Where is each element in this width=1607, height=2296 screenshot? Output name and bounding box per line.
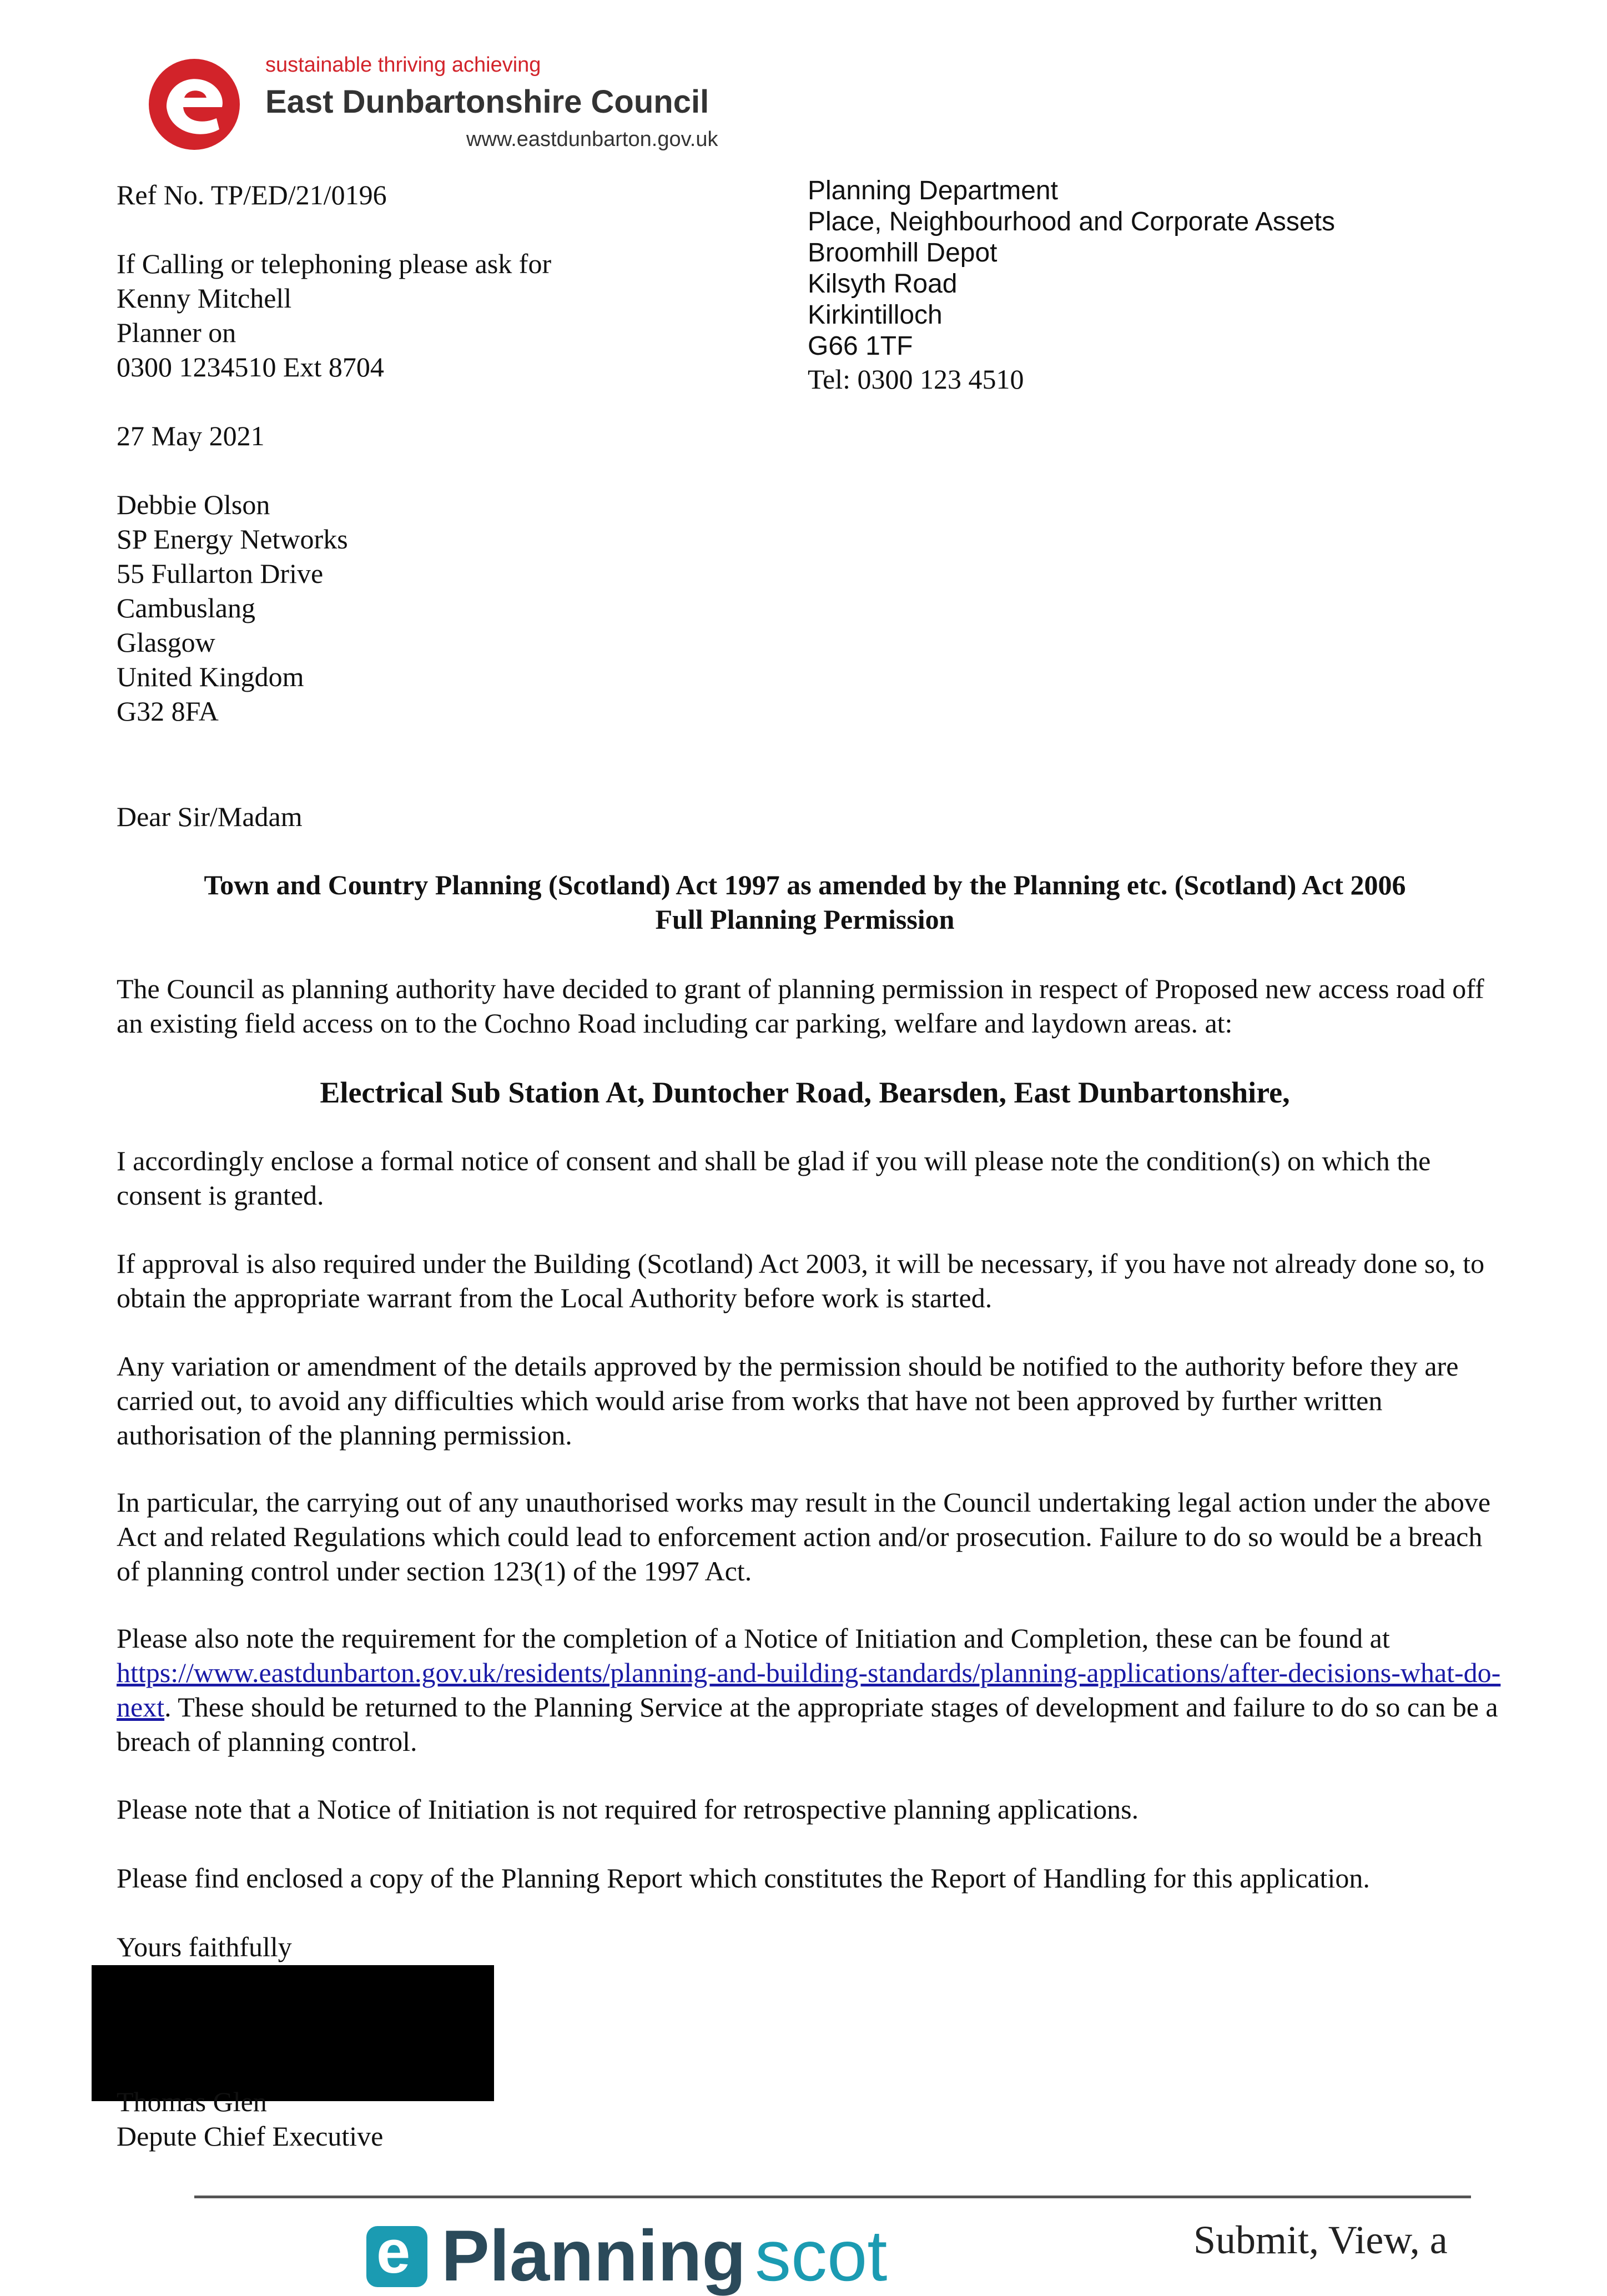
letter-date: 27 May 2021 <box>117 420 265 451</box>
recipient-address <box>117 487 348 728</box>
recipient-line: United Kingdom <box>117 661 304 692</box>
paragraph-consent: I accordingly enclose a formal notice of consent and shall be glad if you will please note the condition(s) on which the consent is granted. <box>117 1145 1431 1211</box>
address-line: Planning Department <box>808 176 1058 205</box>
department-address <box>808 175 1335 396</box>
recipient-line: Cambuslang <box>117 592 255 623</box>
heading-permission-line: Full Planning Permission <box>655 904 955 935</box>
paragraph-variation: Any variation or amendment of the details approved by the permission should be notified to the authority before they are carried out, to avoid any difficulties which would arise from works that have not been approved by further written authorisation of the planning permission. <box>117 1351 1459 1451</box>
address-line: Kilsyth Road <box>808 269 958 299</box>
council-e-logo-icon <box>144 54 244 154</box>
signatory-title: Depute Chief Executive <box>117 2121 384 2152</box>
heading-act-line: Town and Country Planning (Scotland) Act 1997 as amended by the Planning etc. (Scotland) Act 2006 <box>204 869 1406 900</box>
recipient-line: Glasgow <box>117 627 215 658</box>
paragraph-notice-initiation <box>117 1621 1504 1759</box>
recipient-line: SP Energy Networks <box>117 523 348 555</box>
reference-block <box>117 178 551 384</box>
recipient-line: Debbie Olson <box>117 489 270 520</box>
paragraph-unauthorised-works: In particular, the carrying out of any unauthorised works may result in the Council undertaking legal action under the above Act and related Regulations which could lead to enforcement action and/or prosecution. Failure to do so would be a breach of planning control under section 123(1) of the 1997 Act. <box>117 1487 1491 1587</box>
eplanning-word-scot: scot <box>755 2215 888 2296</box>
notice-text-before-link: Please also note the requirement for the completion of a Notice of Initiation and Completion, these can be found at <box>117 1623 1390 1654</box>
paragraph-retrospective: Please note that a Notice of Initiation is not required for retrospective planning applications. <box>117 1794 1139 1825</box>
intro-paragraph: The Council as planning authority have decided to grant of planning permission in respect of Proposed new access road off an existing field access on to the Cochno Road including car parking, welfare and laydown areas. at: <box>117 973 1484 1039</box>
recipient-line: 55 Fullarton Drive <box>117 558 324 589</box>
council-logo <box>144 50 755 161</box>
letter-heading <box>117 868 1493 936</box>
contact-role: Planner on <box>117 317 236 348</box>
address-line: Broomhill Depot <box>808 238 998 268</box>
logo-council-name: East Dunbartonshire Council <box>265 84 709 120</box>
recipient-line: G32 8FA <box>117 696 219 727</box>
site-address: Electrical Sub Station At, Duntocher Road, Bearsden, East Dunbartonshire, <box>320 1076 1290 1109</box>
notice-text-after-link: . These should be returned to the Planning Service at the appropriate stages of development and failure to do so can be a breach of planning control. <box>117 1691 1498 1757</box>
after-decisions-link[interactable]: https://www.eastdunbarton.gov.uk/residents/planning-and-building-standards/planning-applications/after-decisions-what-do-next <box>117 1657 1501 1723</box>
address-line: Place, Neighbourhood and Corporate Assets <box>808 207 1335 236</box>
paragraph-report-of-handling: Please find enclosed a copy of the Planning Report which constitutes the Report of Handling for this application. <box>117 1862 1370 1894</box>
address-line: G66 1TF <box>808 331 913 361</box>
footer-tagline: Submit, View, a <box>1193 2218 1448 2262</box>
signatory-name: Thomas Glen <box>117 2086 267 2117</box>
closing: Yours faithfully <box>117 1931 292 1962</box>
paragraph-building-warrant: If approval is also required under the Building (Scotland) Act 2003, it will be necessary, if you have not already done so, to obtain the appropriate warrant from the Local Authority before work is started. <box>117 1248 1485 1313</box>
eplanning-logo <box>366 2215 1032 2296</box>
footer-divider <box>194 2196 1471 2198</box>
address-line: Kirkintilloch <box>808 300 943 330</box>
logo-website: www.eastdunbarton.gov.uk <box>466 128 718 151</box>
salutation: Dear Sir/Madam <box>117 801 303 832</box>
reference-number: Ref No. TP/ED/21/0196 <box>117 179 387 210</box>
ask-for-line: If Calling or telephoning please ask for <box>117 248 552 279</box>
contact-name: Kenny Mitchell <box>117 283 292 314</box>
department-phone: Tel: 0300 123 4510 <box>808 364 1024 395</box>
eplanning-e-letter: e <box>376 2218 411 2286</box>
eplanning-word-planning: Planning <box>441 2215 746 2296</box>
logo-tagline: sustainable thriving achieving <box>265 53 541 77</box>
signature-redaction <box>92 1965 494 2101</box>
contact-phone: 0300 1234510 Ext 8704 <box>117 351 384 382</box>
